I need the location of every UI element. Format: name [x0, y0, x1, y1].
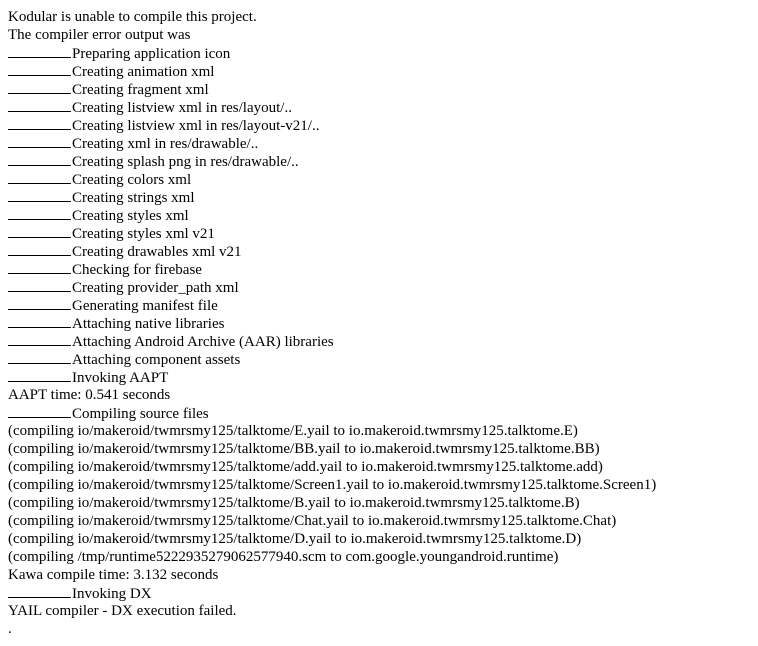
log-line-text: (compiling io/makeroid/twmrsmy125/talktome/B.yail to io.makeroid.twmrsmy125.talktome.B)	[8, 495, 580, 511]
log-line-text: Attaching Android Archive (AAR) libraries	[72, 334, 334, 350]
log-line	[8, 242, 753, 260]
log-line	[8, 188, 753, 206]
log-line-text: (compiling io/makeroid/twmrsmy125/talktome/E.yail to io.makeroid.twmrsmy125.talktome.E)	[8, 423, 578, 439]
log-line	[8, 8, 753, 26]
log-line-text: AAPT time: 0.541 seconds	[8, 387, 171, 403]
log-line-text: (compiling io/makeroid/twmrsmy125/talktome/BB.yail to io.makeroid.twmrsmy125.talktome.BB)	[8, 441, 600, 457]
log-line	[8, 548, 753, 566]
log-line-text: Generating manifest file	[72, 298, 218, 314]
log-line	[8, 116, 753, 134]
log-line-text: Kawa compile time: 3.132 seconds	[8, 567, 219, 583]
log-line-text: Attaching native libraries	[72, 316, 225, 332]
log-line-text: Creating fragment xml	[72, 82, 209, 98]
indent-underline	[8, 62, 71, 76]
log-line	[8, 422, 753, 440]
log-line	[8, 224, 753, 242]
log-line	[8, 368, 753, 386]
indent-underline	[8, 206, 71, 220]
log-line-text: Creating xml in res/drawable/..	[72, 136, 259, 152]
log-line-text: Preparing application icon	[72, 46, 231, 62]
log-line	[8, 296, 753, 314]
log-line	[8, 620, 753, 638]
log-line-text: Creating drawables xml v21	[72, 244, 242, 260]
log-line-text: Creating listview xml in res/layout-v21/..	[72, 118, 320, 134]
log-line	[8, 62, 753, 80]
log-line-text: Compiling source files	[72, 406, 209, 422]
log-line-text: .	[8, 621, 12, 637]
log-line-text: Creating splash png in res/drawable/..	[72, 154, 299, 170]
log-line-text: Attaching component assets	[72, 352, 241, 368]
log-line	[8, 476, 753, 494]
log-line-text: Kodular is unable to compile this project.	[8, 9, 257, 25]
log-line	[8, 206, 753, 224]
log-line-text: The compiler error output was	[8, 27, 191, 43]
log-line	[8, 80, 753, 98]
log-line-text: Creating strings xml	[72, 190, 195, 206]
indent-underline	[8, 296, 71, 310]
log-line-text: YAIL compiler - DX execution failed.	[8, 603, 237, 619]
log-line	[8, 458, 753, 476]
log-line-text: Creating styles xml v21	[72, 226, 215, 242]
log-line-text: Creating provider_path xml	[72, 280, 239, 296]
log-line-text: Creating colors xml	[72, 172, 192, 188]
log-line-text: Checking for firebase	[72, 262, 202, 278]
log-line	[8, 584, 753, 602]
compiler-error-log	[8, 8, 753, 638]
indent-underline	[8, 224, 71, 238]
log-line	[8, 314, 753, 332]
indent-underline	[8, 332, 71, 346]
log-line	[8, 404, 753, 422]
log-line	[8, 134, 753, 152]
log-line-text: (compiling io/makeroid/twmrsmy125/talktome/Screen1.yail to io.makeroid.twmrsmy125.talktome.Screen1)	[8, 477, 657, 493]
indent-underline	[8, 314, 71, 328]
log-line	[8, 512, 753, 530]
indent-underline	[8, 44, 71, 58]
indent-underline	[8, 260, 71, 274]
indent-underline	[8, 404, 71, 418]
indent-underline	[8, 278, 71, 292]
log-line	[8, 332, 753, 350]
indent-underline	[8, 80, 71, 94]
indent-underline	[8, 242, 71, 256]
indent-underline	[8, 188, 71, 202]
log-line	[8, 98, 753, 116]
log-line	[8, 494, 753, 512]
indent-underline	[8, 152, 71, 166]
indent-underline	[8, 98, 71, 112]
log-line	[8, 26, 753, 44]
indent-underline	[8, 350, 71, 364]
log-line	[8, 170, 753, 188]
log-line-text: Creating listview xml in res/layout/..	[72, 100, 292, 116]
indent-underline	[8, 170, 71, 184]
indent-underline	[8, 116, 71, 130]
log-line	[8, 602, 753, 620]
log-line	[8, 566, 753, 584]
log-line	[8, 278, 753, 296]
log-line-text: Invoking DX	[72, 586, 152, 602]
log-line-text: Creating styles xml	[72, 208, 189, 224]
log-line-text: (compiling io/makeroid/twmrsmy125/talktome/Chat.yail to io.makeroid.twmrsmy125.talktome.Chat)	[8, 513, 617, 529]
indent-underline	[8, 134, 71, 148]
log-line-text: Invoking AAPT	[72, 370, 169, 386]
log-line	[8, 44, 753, 62]
log-line	[8, 350, 753, 368]
log-line	[8, 530, 753, 548]
log-line-text: Creating animation xml	[72, 64, 215, 80]
log-line	[8, 260, 753, 278]
log-line-text: (compiling /tmp/runtime5222935279062577940.scm to com.google.youngandroid.runtime)	[8, 549, 559, 565]
log-line	[8, 440, 753, 458]
log-line-text: (compiling io/makeroid/twmrsmy125/talktome/add.yail to io.makeroid.twmrsmy125.talktome.add)	[8, 459, 603, 475]
log-line	[8, 152, 753, 170]
log-line	[8, 386, 753, 404]
indent-underline	[8, 368, 71, 382]
indent-underline	[8, 584, 71, 598]
log-line-text: (compiling io/makeroid/twmrsmy125/talktome/D.yail to io.makeroid.twmrsmy125.talktome.D)	[8, 531, 582, 547]
